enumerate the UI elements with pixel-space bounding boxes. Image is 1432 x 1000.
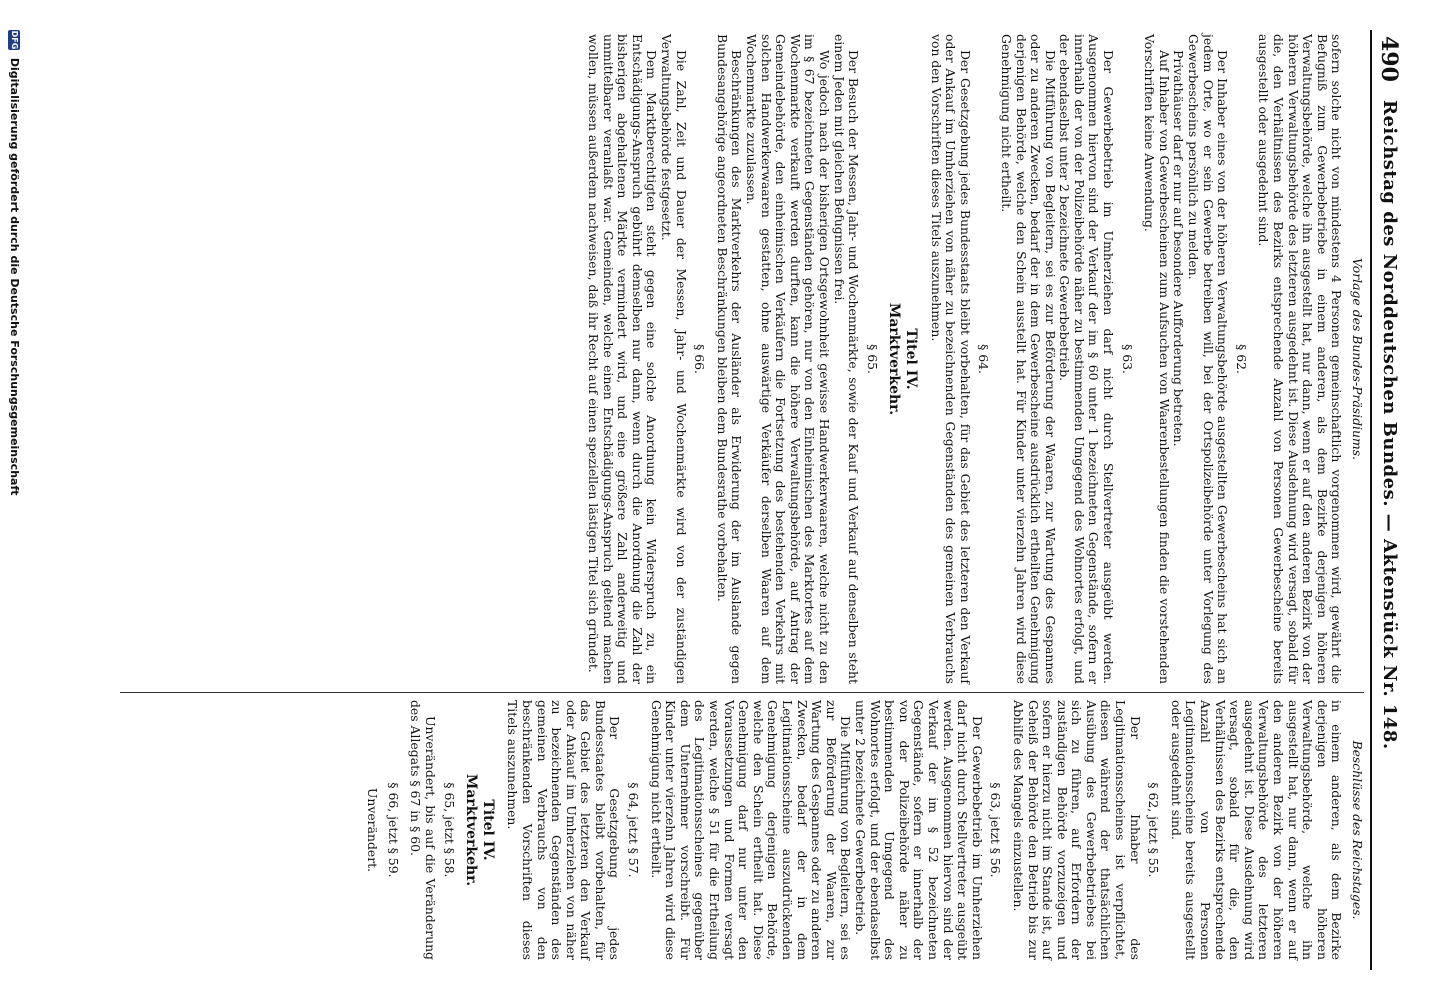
- section-heading: § 63.: [1119, 344, 1135, 374]
- paragraph: Beschränkungen des Marktverkehrs der Ausländer als Erwiderung der im Auslande gegen Bundesangehörige angeordneten Beschränkungen bleiben dem Bundesrathe vorbehalten.: [714, 34, 745, 684]
- section-heading: § 65.: [864, 344, 880, 374]
- paragraph: Die Zahl, Zeit und Dauer der Messen, Jahr- und Wochenmärkte wird von der zuständigen Verwaltungsbehörde festgesetzt.: [659, 34, 689, 684]
- funding-note: Digitalisierung gefördert durch die Deutsche Forschungsgemeinschaft: [8, 57, 21, 496]
- dfg-logo-icon: DFG: [10, 30, 19, 50]
- right-column-reichstag-resolutions: [359, 700, 1364, 960]
- title-subheading: Marktverkehr.: [886, 302, 903, 416]
- funding-footer: [8, 30, 21, 496]
- paragraph: Privathäuser darf er nur auf besondere Aufforderung betreten.: [1171, 50, 1187, 447]
- paragraph: Der Gewerbebetrieb im Umherziehen darf nicht durch Stellvertreter ausgeübt werden. Ausgenommen hiervon sind der Verkauf der im § 60 unter 1 bezeichneten Gegenstände, sofern er innerhalb der von der Polizeibehörde näher zu bestimmenden Umgegend des Wohnortes erfolgt, und der ebendaselbst unter 2 bezeichnete Gewerbebetrieb.: [1057, 34, 1117, 684]
- section-heading: § 66.: [692, 344, 708, 374]
- paragraph: Die Mitführung von Begleitern, sei es zur Beförderung der Waaren, zur Wartung des Gespannes oder zu anderen Zwecken, bedarf der in dem Gewerbescheine ausdrücklich ertheilten Genehmigung derjenigen Behörde, welche den Schein ausstellt hat. Für Kinder unter vierzehn Jahren wird diese Genehmigung nicht ertheilt.: [998, 34, 1058, 684]
- column-heading: Vorlage des Bundes-Präsidiums.: [1350, 257, 1365, 461]
- paragraph: Dem Marktberechtigten steht gegen eine solche Anordnung kein Widerspruch zu, ein Entschädigungs-Anspruch gebührt demselben nur dann, wenn durch die Anordnung die Zahl der bisherigen abgehaltenen Märkte vermindert wird, und eine größere Zahl anderweitig und unmittelbarer veranlaßt war. Gemeinden, welche einen Entschädigungs-Anspruch geltend machen wollen, müssen außerdem nachweisen, daß ihr Recht auf einen speziellen lästigen Titel sich gründet.: [586, 34, 660, 684]
- page-number: 490: [1376, 36, 1402, 82]
- paragraph: Auf Inhaber von Gewerbescheinen zum Aufsuchen von Waarenbestellungen finden die vorstehenden Vorschriften keine Anwendung.: [1142, 34, 1172, 684]
- title-heading: Titel IV.: [902, 328, 919, 390]
- section-heading: § 64.: [976, 344, 992, 374]
- title-heading: Titel IV.: [479, 799, 496, 861]
- paragraph: Der Inhaber des Legitimationsscheines ist verpflichtet, diesen während der thatsächlichen Ausübung des Gewerbebetriebes bei sich zu führen, auf Erfordern der zuständigen Behörde vorzuzeigen und sofern er hierzu nicht im Stande ist, auf Geheiß der Behörde den Betrieb bis zur Abhilfe des Mangels einzustellen.: [1010, 700, 1143, 960]
- paragraph: sofern solche nicht von mindestens 4 Personen gemeinschaftlich vorgenommen wird, gewährt die Befugniß zum Gewerbebetriebe in einem anderen, als dem Bezirke derjenigen höheren Verwaltungsbehörde, welche ihn ausgestellt hat, nur dann, wenn er auf den anderen Bezirk von der höheren Verwaltungsbehörde des letzteren ausgedehnt ist. Diese Ausdehnung wird versagt, sobald für die, den Verhältnissen des Bezirks entsprechende Anzahl von Personen Gewerbescheine bereits ausgestellt oder ausgedehnt sind.: [1256, 34, 1345, 684]
- paragraph: Die Mitführung von Begleitern, sei es zur Beförderung der Waaren, zur Wartung des Gespannes oder zu anderen Zwecken, bedarf der in dem Legitimationsscheine auszudrückenden Genehmigung derjenigen Behörde, welche den Schein ertheilt hat. Diese Genehmigung darf nur unter den Voraussetzungen und Formen versagt werden, welche § 51 für die Ertheilung des Legitimationsscheines gegenüber dem Unternehmer vorschreibt. Für Kinder unter vierzehn Jahren wird diese Genehmigung nicht ertheilt.: [648, 700, 854, 960]
- paragraph: Unverändert, bis auf die Veränderung des Allegats § 67 in § 60.: [408, 700, 438, 960]
- paragraph: Unverändert.: [365, 787, 381, 873]
- section-heading: § 62.: [1233, 344, 1249, 374]
- title-subheading: Marktverkehr.: [463, 773, 480, 887]
- left-column-government-draft: [586, 34, 1365, 684]
- page-header: [1370, 30, 1402, 970]
- paragraph: Der Gewerbebetrieb im Umherziehen darf nicht durch Stellvertreter ausgeübt werden. Ausgenommen hiervon sind der Verkauf der im § 52 bezeichneten Gegenstände, sofern er innerhalb der von der Polizeibehörde näher zu bestimmenden Umgegend des Wohnortes erfolgt, und der ebendaselbst unter 2 bezeichnete Gewerbebetrieb.: [853, 700, 985, 960]
- column-heading: Beschlüsse des Reichstages.: [1350, 740, 1365, 920]
- section-heading: § 64, jetzt § 57.: [626, 782, 642, 878]
- section-heading: § 63, jetzt § 56.: [988, 782, 1004, 878]
- paragraph: Der Gesetzgebung jedes Bundesstaats bleibt vorbehalten, für das Gebiet des letzteren den Verkauf oder Ankauf im Umherziehen von näher zu bezeichnenden Gegenständen des gemeinen Verbrauchs von den Vorschriften dieses Titels auszunehmen.: [928, 34, 973, 684]
- paragraph: in einem anderen, als dem Bezirke derjenigen höheren Verwaltungsbehörde, welche ihn ausgestellt hat, nur dann, wenn er auf den anderen Bezirk von der höheren Verwaltungsbehörde des letzteren ausgedehnt ist. Diese Ausdehnung wird versagt, sobald für die, den Verhältnissen des Bezirks entsprechende Anzahl von Personen Legitimationsscheine bereits ausgestellt oder ausgedehnt sind.: [1168, 700, 1345, 960]
- paragraph: Wo jedoch nach der bisherigen Ortsgewohnheit gewisse Handwerkerwaaren, welche nicht zu den im § 67 bezeichneten Gegenständen gehören, nur von den Einheimischen des Marktortes auf dem Wochenmarkte verkauft werden durften, kann die höhere Verwaltungsbehörde, auf Antrag der Gemeindebehörde, den einheimischen Verkäufern die Fortsetzung des bestehenden Verkehrs mit solchen Handwerkerwaaren gestatten, ohne auswärtige Verkäufer derselben Waaren auf dem Wochenmarkte zuzulassen.: [744, 34, 832, 684]
- column-divider: [120, 692, 1364, 693]
- running-title: Reichstag des Norddeutschen Bundes. — Aktenstück Nr. 148.: [1379, 100, 1400, 750]
- section-heading: § 62, jetzt § 55.: [1146, 782, 1162, 878]
- section-heading: § 65, jetzt § 58.: [441, 782, 457, 878]
- section-heading: § 66, jetzt § 59.: [385, 782, 401, 878]
- paragraph: Der Inhaber eines von der höheren Verwaltungsbehörde ausgestellten Gewerbescheins hat sich an jedem Orte, wo er sein Gewerbe betreiben will, bei der Ortspolizeibehörde unter Vorlegung des Gewerbescheins persönlich zu melden.: [1186, 34, 1231, 684]
- paragraph: Der Besuch der Messen, Jahr- und Wochenmärkte, sowie der Kauf und Verkauf auf denselben steht einem Jeden mit gleichen Befugnissen frei.: [831, 34, 862, 684]
- paragraph: Der Gesetzgebung jedes Bundesstaates bleibt vorbehalten, für das Gebiet des letzteren den Verkauf oder Ankauf im Umherziehen von näher zu bezeichnenden Gegenständen des gemeinen Verbrauchs von den beschränkenden Vorschriften dieses Titels auszunehmen.: [505, 700, 623, 960]
